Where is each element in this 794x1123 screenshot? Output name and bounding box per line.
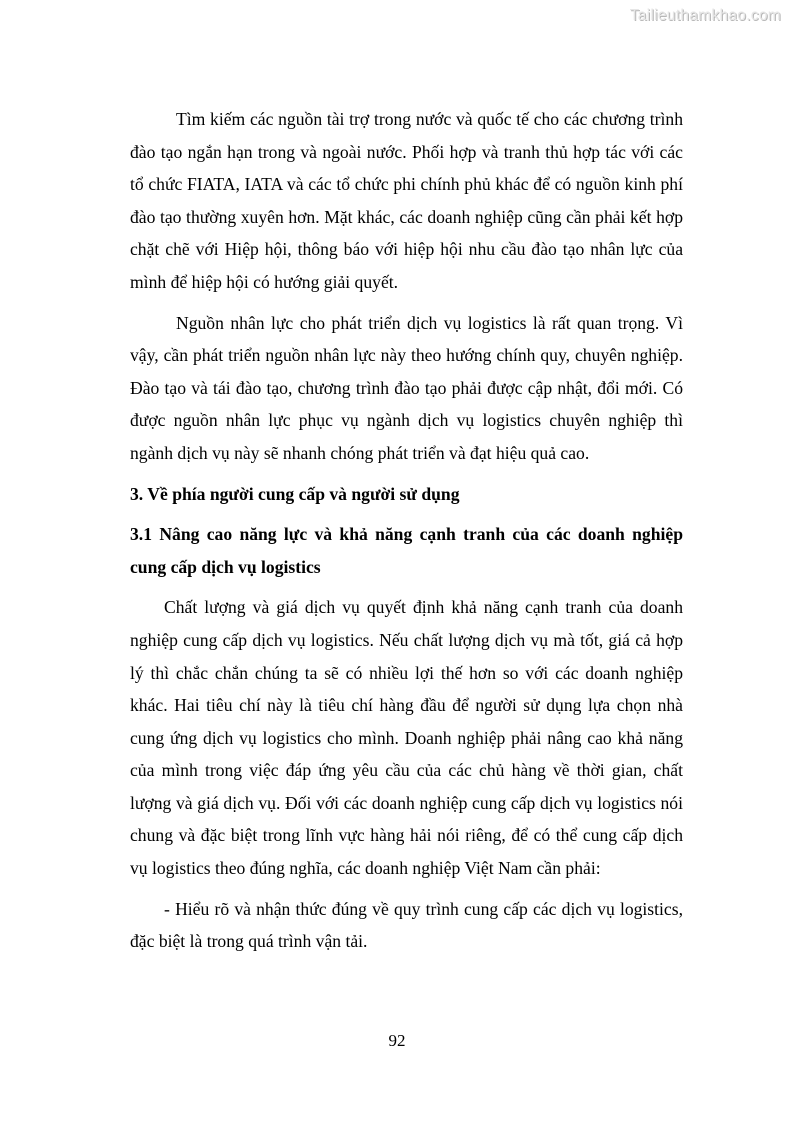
- paragraph-funding-training: Tìm kiếm các nguồn tài trợ trong nước và quốc tế cho các chương trình đào tạo ngắn hạn trong và ngoài nước. Phối hợp và tranh thủ hợp tác với các tổ chức FIATA, IATA và các tổ chức phi chính phủ khác để có nguồn kinh phí đào tạo thường xuyên hơn. Mặt khác, các doanh nghiệp cũng cần phải kết hợp chặt chẽ với Hiệp hội, thông báo với hiệp hội nhu cầu đào tạo nhân lực của mình để hiệp hội có hướng giải quyết.: [130, 109, 683, 292]
- paragraph-quality-price: Chất lượng và giá dịch vụ quyết định khả năng cạnh tranh của doanh nghiệp cung cấp dịch vụ logistics. Nếu chất lượng dịch vụ mà tốt, giá cả hợp lý thì chắc chắn chúng ta sẽ có nhiều lợi thế hơn so với các doanh nghiệp khác. Hai tiêu chí này là tiêu chí hàng đầu để người sử dụng lựa chọn nhà cung ứng dịch vụ logistics cho mình. Doanh nghiệp phải nâng cao khả năng của mình trong việc đáp ứng yêu cầu của các chủ hàng về thời gian, chất lượng và giá dịch vụ. Đối với các doanh nghiệp cung cấp dịch vụ logistics nói chung và đặc biệt trong lĩnh vực hàng hải nói riêng, để có thể cung cấp dịch vụ logistics theo đúng nghĩa, các doanh nghiệp Việt Nam cần phải:: [130, 597, 683, 879]
- document-content: [130, 0, 683, 966]
- subsection-heading-3-1: 3.1 Nâng cao năng lực và khả năng cạnh tranh của các doanh nghiệp cung cấp dịch vụ logistics: [130, 524, 683, 577]
- paragraph-human-resources: Nguồn nhân lực cho phát triển dịch vụ logistics là rất quan trọng. Vì vậy, cần phát triển nguồn nhân lực này theo hướng chính quy, chuyên nghiệp. Đào tạo và tái đào tạo, chương trình đào tạo phải được cập nhật, đổi mới. Có được nguồn nhân lực phục vụ ngành dịch vụ logistics chuyên nghiệp thì ngành dịch vụ này sẽ nhanh chóng phát triển và đạt hiệu quả cao.: [130, 312, 683, 463]
- list-item-understand-process: - Hiểu rõ và nhận thức đúng về quy trình cung cấp các dịch vụ logistics, đặc biệt là trong quá trình vận tải.: [130, 898, 683, 952]
- watermark-text: Tailieuthamkhao.com: [629, 7, 781, 24]
- page-number: 92: [388, 1031, 406, 1050]
- section-heading-3: 3. Về phía người cung cấp và người sử dụng: [130, 483, 460, 504]
